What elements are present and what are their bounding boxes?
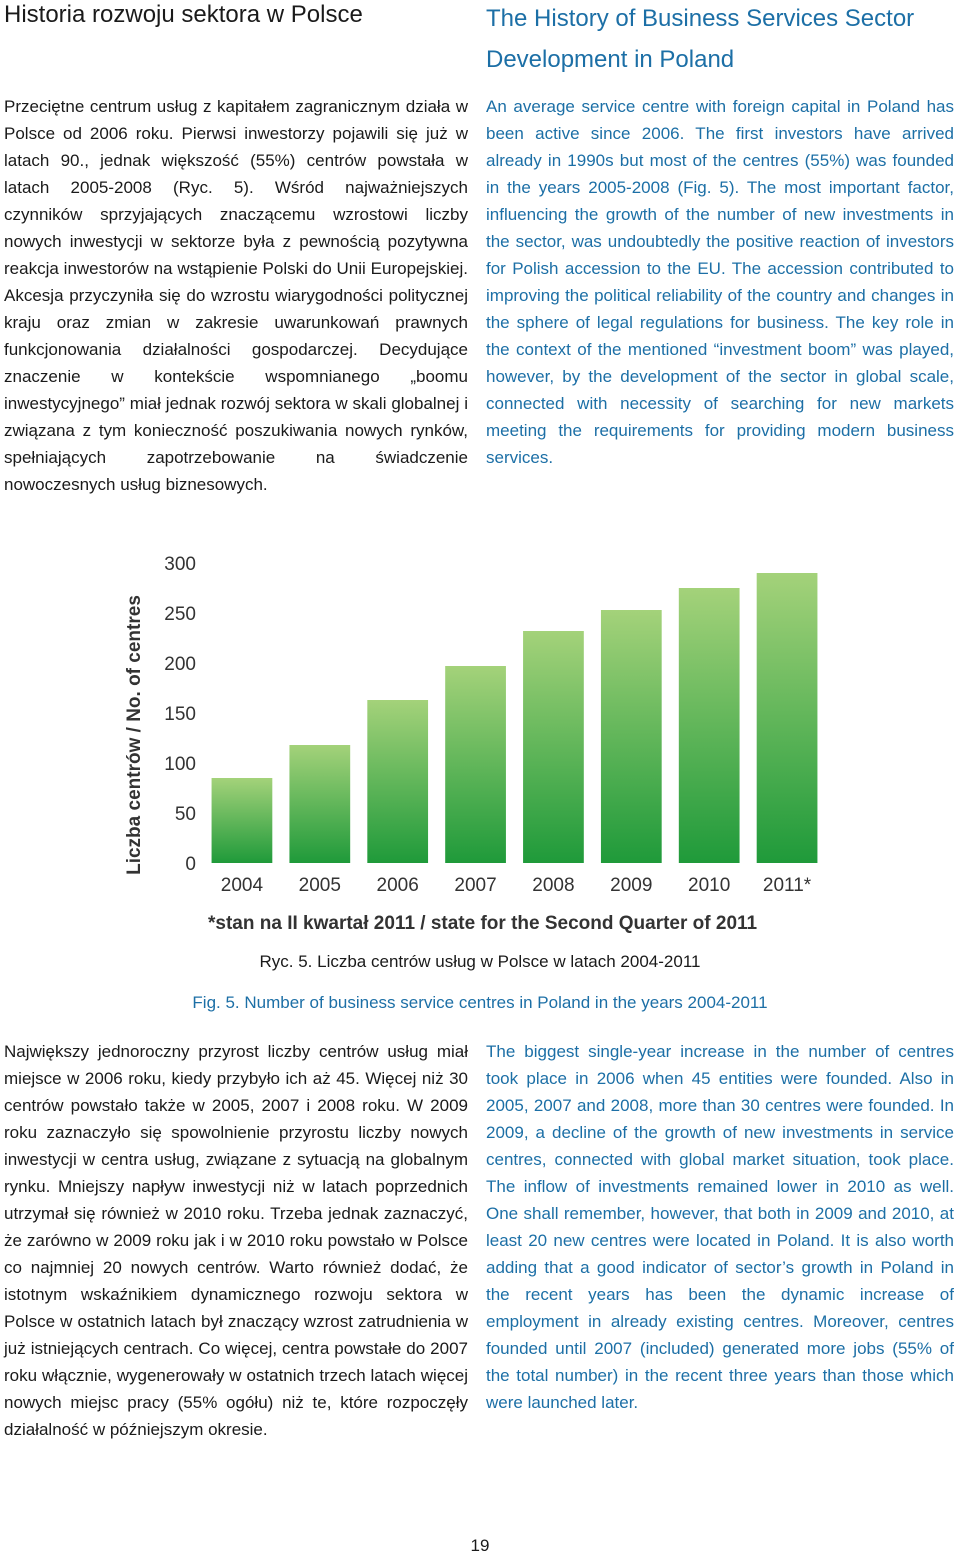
y-axis-label: Liczba centrów / No. of centres: [124, 595, 145, 875]
analysis-paragraph-pl: Największy jednoroczny przyrost liczby centrów usług miał miejsce w 2006 roku, kiedy przybyło ich aż 45. Więcej niż 30 centrów powstało także w 2005, 2007 i 2008 roku. W 2009 roku zaznaczyło się spowolnienie przyrostu liczby nowych inwestycji w centra usług, związane z sytuacją na globalnym rynku. Mniejszy napływ inwestycji niż w latach poprzednich utrzymał się również w 2010 roku. Trzeba jednak zaznaczyć, że zarówno w 2009 roku jak i w 2010 roku powstało w Polsce co najmniej 20 nowych centrów. Warto również dodać, że istotnym wskaźnikiem dynamicznego rozwoju sektora w Polsce w ostatnich latach był znaczący wzrost zatrudnienia w już istniejących centrach. Co więcej, centra powstałe do 2007 roku włącznie, wygenerowały w ostatnich trzech latach więcej nowych miejsc pracy (55% ogółu) niż te, które rozpoczęły działalność w późniejszym okresie.: [4, 1042, 468, 1439]
intro-paragraph-pl: Przeciętne centrum usług z kapitałem zagranicznym działa w Polsce od 2006 roku. Pierwsi inwestorzy pojawili się już w latach 90., jednak większość (55%) centrów powstała w latach 2005-2008 (Ryc. 5). Wśród najważniejszych czynników sprzyjających znaczącemu wzrostowi liczby nowych inwestycji w sektorze była z pewnością pozytywna reakcja inwestorów na wstąpienie Polski do Unii Europejskiej. Akcesja przyczyniła się do wzrostu wiarygodności politycznej kraju oraz zmian w zakresie uwarunkowań prawnych funkcjonowania działalności gospodarczej. Decydujące znaczenie w kontekście wspomnianego „boomu inwestycyjnego” miał jednak rozwój sektora w skali globalnej i związana z tym konieczność poszukiwania nowych rynków, spełniających zapotrzebowanie na świadczenie nowoczesnych usług biznesowych.: [4, 97, 468, 494]
y-tick-label: 0: [185, 854, 196, 875]
y-tick-label: 200: [164, 654, 196, 675]
y-tick-label: 250: [164, 604, 196, 625]
figure-caption-pl: Ryc. 5. Liczba centrów usług w Polsce w latach 2004-2011: [259, 952, 701, 971]
x-tick-label: 2006: [376, 875, 419, 896]
y-tick-label: 150: [164, 704, 196, 725]
figure-caption-en: Fig. 5. Number of business service centres in Poland in the years 2004-2011: [192, 993, 768, 1012]
x-tick-label: 2009: [610, 875, 653, 896]
page-number: 19: [470, 1536, 490, 1555]
x-tick-label: 2011*: [762, 875, 812, 896]
bar-2005: [289, 745, 350, 863]
section-title-pl: Historia rozwoju sektora w Polsce: [4, 1, 363, 28]
y-tick-label: 50: [174, 804, 196, 825]
y-tick-label: 100: [164, 754, 196, 775]
x-tick-label: 2010: [688, 875, 731, 896]
x-tick-label: 2004: [220, 875, 264, 896]
section-title-en: The History of Business Services Sector Development in Poland: [486, 5, 915, 73]
centres-bar-chart: [118, 543, 830, 935]
bar-2004: [212, 778, 273, 863]
y-tick-label: 300: [164, 554, 196, 575]
bar-2009: [601, 610, 662, 863]
intro-paragraph-en: An average service centre with foreign capital in Poland has been active since 2006. The first investors have arrived already in 1990s but most of the centres (55%) was founded in the years 2005-2008 (Fig. 5). The most important factor, influencing the growth of the number of new investments in the sector, was undoubtedly the positive reaction of investors for Polish accession to the EU. The accession contributed to improving the political reliability of the country and changes in the sphere of legal regulations for business. The key role in the context of the mentioned “investment boom” was played, however, by the development of the sector in global scale, connected with necessity of searching for new markets meeting the requirements for providing modern business services.: [486, 97, 954, 467]
bar-2007: [445, 666, 506, 863]
x-tick-label: 2008: [532, 875, 575, 896]
bar-2006: [367, 700, 428, 863]
x-tick-label: 2007: [454, 875, 497, 896]
bar-2011: [757, 573, 818, 863]
chart-footnote: *stan na II kwartał 2011 / state for the Second Quarter of 2011: [208, 913, 758, 934]
bar-2010: [679, 588, 740, 863]
bar-2008: [523, 631, 584, 863]
analysis-paragraph-en: The biggest single-year increase in the number of centres took place in 2006 when 45 entities were founded. Also in 2005, 2007 and 2008, more than 30 centres were founded. In 2009, a decline of the growth of new investments in service centres, connected with global market situation, took place. The inflow of investments remained lower in 2010 as well. One shall remember, however, that both in 2009 and 2010, at least 20 new centres were located in Poland. It is also worth adding that a good indicator of sector’s growth in Poland in the recent years has been the dynamic increase of employment in already existing centres. Moreover, centres founded until 2007 (included) generated more jobs (55% of the total number) in the recent three years than those which were launched later.: [486, 1042, 954, 1412]
x-tick-label: 2005: [298, 875, 341, 896]
